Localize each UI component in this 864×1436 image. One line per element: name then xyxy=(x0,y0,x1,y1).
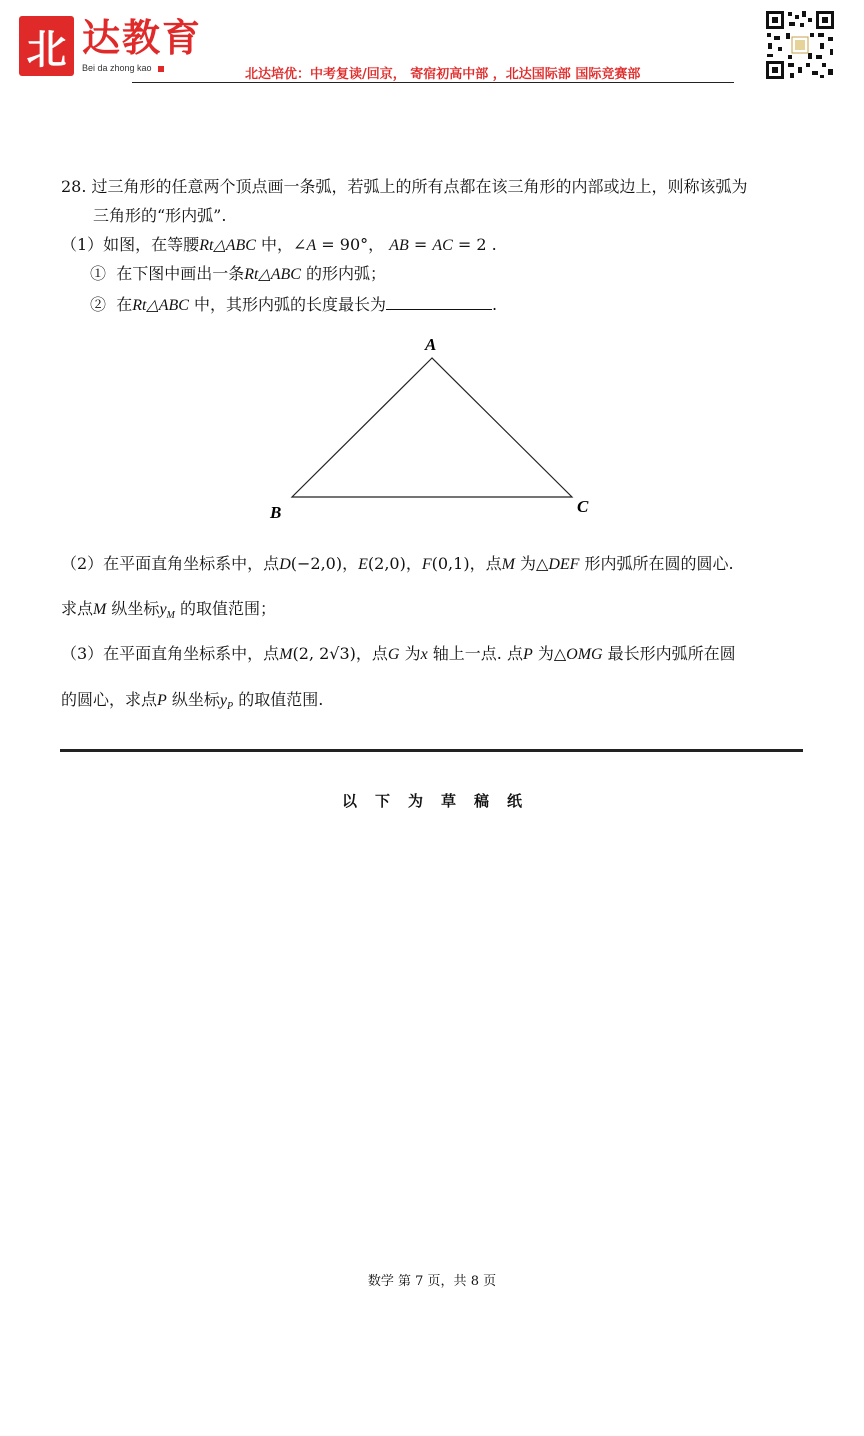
part2-line-2 xyxy=(61,598,276,627)
triangle-figure xyxy=(260,328,600,528)
triangle-def: DEF xyxy=(548,556,580,573)
y-p-subscript: P xyxy=(227,701,234,713)
part3-line-1 xyxy=(61,643,736,666)
point-m: M xyxy=(501,556,515,573)
subpart1-text xyxy=(90,263,386,286)
part3-intro: （3）在平面直角坐标系中，点 xyxy=(61,644,280,663)
point-d: D xyxy=(279,556,291,573)
logo-char: 北 xyxy=(26,26,67,73)
triangle-omg: OMG xyxy=(566,646,603,663)
point-g: G xyxy=(387,646,400,663)
part3-mid2: 为 xyxy=(399,644,421,663)
part3-line2-a: 的圆心，求点 xyxy=(61,690,158,709)
part2-mid2: 为△ xyxy=(514,554,549,573)
point-m-2: M xyxy=(93,601,107,618)
logo-subtitle xyxy=(82,63,164,73)
part2-sep2: ， xyxy=(405,554,422,573)
part2-mid: ，点 xyxy=(469,554,502,573)
question-line-1: 28. 过三角形的任意两个顶点画一条弧，若弧上的所有点都在该三角形的内部或边上，则称该弧为 xyxy=(61,177,748,196)
subpart1-text-a: 在下图中画出一条 xyxy=(116,264,245,283)
part1-ab: AB xyxy=(389,237,409,254)
part1-rt: Rt xyxy=(199,237,214,254)
part1-text xyxy=(61,234,497,257)
subpart1-number: ① xyxy=(90,264,107,283)
subpart1-rt: Rt xyxy=(244,266,259,283)
point-p: P xyxy=(522,646,533,663)
logo-text: 达教育 xyxy=(82,16,203,60)
subpart2-text-a: 在 xyxy=(116,295,133,314)
point-d-coords: (−2,0) xyxy=(290,554,343,573)
subpart2-triangle: △ABC xyxy=(146,297,189,314)
vertex-label-b: B xyxy=(270,503,282,522)
y-m: y xyxy=(159,601,167,618)
page-footer: 数学 第 7 页，共 8 页 xyxy=(367,1274,497,1289)
y-m-subscript: M xyxy=(166,610,175,622)
logo-mark xyxy=(19,16,74,76)
subpart2-number: ② xyxy=(90,295,107,314)
part2-line2-c: 的取值范围； xyxy=(174,599,276,618)
part3-line-2 xyxy=(61,689,323,718)
part3-mid3: 轴上一点. 点 xyxy=(427,644,523,663)
part1-prefix: （1）如图，在等腰 xyxy=(61,235,200,254)
subpart2-end: . xyxy=(492,295,498,314)
question-line-2: 三角形的“形内弧”. xyxy=(93,206,227,225)
point-m-3: M xyxy=(279,646,293,663)
draft-paper-title: 以下为草稿纸 xyxy=(341,792,540,810)
part2-sep1: ， xyxy=(342,554,359,573)
section-divider xyxy=(60,749,803,752)
header-slogan: 北达培优：中考复读/回京， 寄宿初高中部 ，北达国际部 国际竞赛部 xyxy=(245,67,641,82)
part2-end1: 形内弧所在圆的圆心. xyxy=(579,554,734,573)
logo-subtitle-text: Bei da zhong kao xyxy=(82,63,152,73)
point-m-coords: (2, 2√3) xyxy=(292,644,356,663)
part2-line2-b: 纵坐标 xyxy=(106,599,160,618)
point-f: F xyxy=(421,556,432,573)
part3-line2-b: 纵坐标 xyxy=(166,690,220,709)
vertex-label-a: A xyxy=(425,335,437,354)
part2-line2-a: 求点 xyxy=(61,599,94,618)
triangle-abc xyxy=(292,358,572,497)
part2-line-1 xyxy=(61,553,734,576)
logo-square-icon xyxy=(158,66,164,72)
vertex-label-c: C xyxy=(577,497,589,516)
part3-end1: 最长形内弧所在圆 xyxy=(602,644,736,663)
subpart1-text-b: 的形内弧； xyxy=(300,264,387,283)
point-f-coords: (0,1) xyxy=(431,554,470,573)
answer-blank[interactable] xyxy=(386,293,492,310)
point-e: E xyxy=(358,556,368,573)
subpart2-text-b: 中，其形内弧的长度最长为 xyxy=(188,295,387,314)
x-axis-var: x xyxy=(420,646,428,663)
point-p-2: P xyxy=(157,692,167,709)
part1-end: = 2 . xyxy=(452,235,497,254)
qr-code-icon xyxy=(764,9,836,81)
part1-eq: = 90°， xyxy=(316,235,390,254)
part2-intro: （2）在平面直角坐标系中，点 xyxy=(61,554,280,573)
part1-eq2: = xyxy=(408,235,433,254)
part3-line2-c: 的取值范围. xyxy=(233,690,324,709)
part1-mid: 中，∠ xyxy=(255,235,307,254)
subpart2-rt: Rt xyxy=(132,297,147,314)
subpart2-text xyxy=(90,293,497,317)
part3-mid4: 为△ xyxy=(532,644,567,663)
part1-angle-a: A xyxy=(306,237,317,254)
header-rule xyxy=(132,82,734,83)
part1-triangle: △ABC xyxy=(213,237,256,254)
part1-ac: AC xyxy=(432,237,453,254)
part3-mid: ，点 xyxy=(355,644,388,663)
point-e-coords: (2,0) xyxy=(367,554,406,573)
y-p: y xyxy=(219,692,227,709)
subpart1-triangle: △ABC xyxy=(258,266,301,283)
